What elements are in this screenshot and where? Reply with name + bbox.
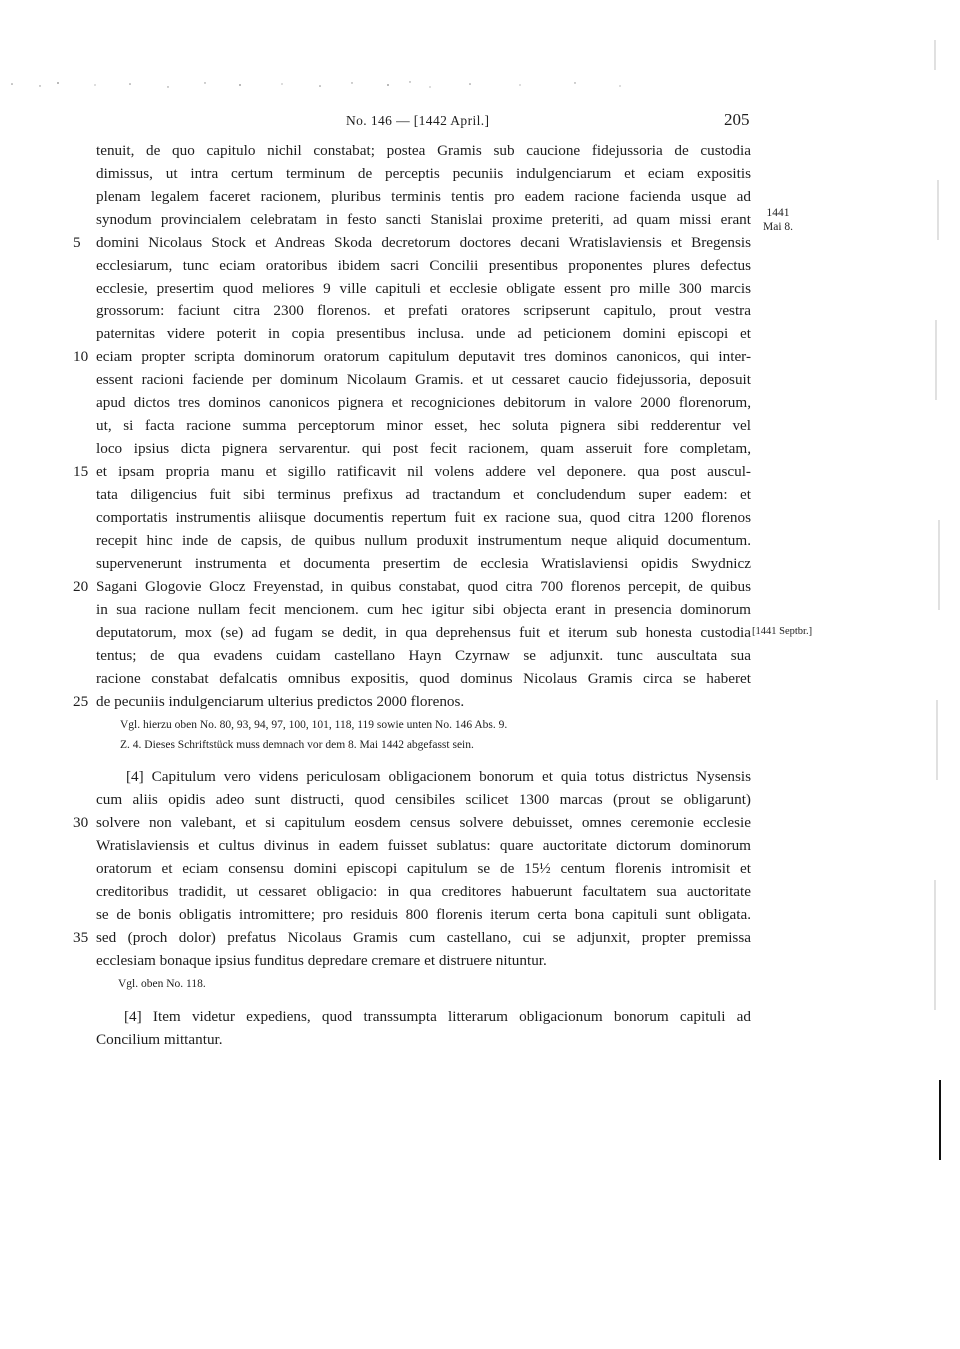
body-line: apud dictos tres dominos canonicos pignera et recogniciones debitorum in valore 2000 florenorum, — [96, 394, 751, 411]
footnote: Z. 4. Dieses Schriftstück muss demnach vor dem 8. Mai 1442 abgefasst sein. — [120, 739, 474, 751]
footnote: Vgl. hierzu oben No. 80, 93, 94, 97, 100, 101, 118, 119 sowie unten No. 146 Abs. 9. — [120, 719, 508, 731]
section2-line: solvere non valebant, et si capitulum eosdem census solvere debuisset, omnes ceremonie ecclesie — [96, 814, 751, 831]
scan-edge-artifact — [932, 0, 942, 1349]
body-line: dimissus, ut intra certum terminum de perceptis pecuniis indulgenciarum et eciam expositis — [96, 165, 751, 182]
line-number: 15 — [73, 463, 89, 480]
section2-line: Wratislaviensis et cultus divinus in eadem fuisset sublatus: quare auctoritate dictorum dominorum — [96, 837, 751, 854]
body-line: plenam legalem faceret racionem, pluribus terminis tentis pro eadem racione facienda usque ad — [96, 188, 751, 205]
footnote: Vgl. oben No. 118. — [118, 978, 206, 990]
section2-line: creditoribus tradidit, ut cessaret obligacio: in qua creditores habuerunt facultatem sua auctoritate — [96, 883, 751, 900]
section3-line: [4] Item videtur expediens, quod transsumpta litterarum obligacionum bonorum capituli ad — [124, 1008, 751, 1025]
body-line: supervenerunt instrumenta et documenta presertim de ecclesia Wratislaviensi opidis Swydnicz — [96, 555, 751, 572]
body-line: paternitas videre poterit in copia presentibus inclusa. unde ad peticionem domini episcopi et — [96, 325, 751, 342]
margin-date-year: 1441 — [766, 207, 790, 219]
section2-line: ecclesiam bonaque ipsius funditus depredare cremare et distruere nituntur. — [96, 952, 547, 969]
section2-line: sed (proch dolor) prefatus Nicolaus Gramis cum castellano, cui se adjunxit, propter premissa — [96, 929, 751, 946]
body-line: tata diligencius fuit sibi terminus prefixus ad tractandum et concludendum super eadem: et — [96, 486, 751, 503]
body-line: ecclesiarum, tunc eciam oratoribus ibidem sacri Concilii presentibus proponentes plures defectus — [96, 257, 751, 274]
body-line: essent racioni faciende per dominum Nicolaum Gramis. et ut cessaret caucio fidejussoria, deposuit — [96, 371, 751, 388]
body-line: tentus; de qua evadens cuidam castellano Hayn Czyrnaw se adjunxit. tunc auscultata sua — [96, 647, 751, 664]
body-line: racione constabat defalcatis omnibus expositis, quod dominus Nicolaus Gramis circa se haberet — [96, 670, 751, 687]
body-line: ecclesie, presertim quod meliores 9 ville capituli et ecclesie obligate essent pro mille 300 marcis — [96, 280, 751, 297]
body-line: de pecuniis indulgenciarum ulterius predictos 2000 florenos. — [96, 693, 465, 710]
header-title: No. 146 — [1442 April.] — [346, 113, 490, 128]
line-number: 35 — [73, 929, 89, 946]
line-number: 10 — [73, 348, 89, 365]
line-number: 5 — [73, 234, 81, 251]
section2-line: cum aliis opidis adeo sunt distructi, quod censibiles scilicet 1300 marcas (prout se obligarunt) — [96, 791, 751, 808]
body-line: eciam propter scripta dominorum oratorum capitulum deputavit tres dominos canonicos, qui inter- — [96, 348, 751, 365]
line-number: 25 — [73, 693, 89, 710]
body-line: comportatis instrumentis aliisque documentis repertum fuit ex racione sua, quod citra 1200 florenos — [96, 509, 751, 526]
section2-line: oratorum et eciam consensu domini episcopi capitulum se de 15½ centum florenis intromisit et — [96, 860, 751, 877]
body-line: recepit hinc inde de capsis, de quibus nullum produxit instrumentum neque aliquid documentum. — [96, 532, 751, 549]
body-line: grossorum: faciunt citra 2300 florenos. et prefati oratores scripserunt capitulo, prout vestra — [96, 302, 751, 319]
body-line: loco ipsius dicta pignera servarentur. qui post fecit racionem, quam asseruit fore completam, — [96, 440, 751, 457]
body-line: tenuit, de quo capitulo nichil constabat; postea Gramis sub caucione fidejussoria de custodia — [96, 142, 751, 159]
page-number: 205 — [724, 110, 750, 129]
margin-date-september: [1441 Septbr.] — [752, 626, 813, 637]
page-header — [0, 110, 960, 135]
section3-line: Concilium mittantur. — [96, 1031, 223, 1048]
line-number: 30 — [73, 814, 89, 831]
body-line: et ipsam propria manu et sigillo ratificavit nil volens addere vel deponere. qua post auscul- — [96, 463, 751, 480]
section2-line: se de bonis obligatis intromittere; pro residuis 800 florenis iterum certa bona capituli sunt obligata. — [96, 906, 751, 923]
body-line: deputatorum, mox (se) ad fugam se dedit, in qua deprehensus fuit et iterum sub honesta custodia — [96, 624, 751, 641]
section2-line: [4] Capitulum vero videns periculosam obligacionem bonorum et quia totus districtus Nysensis — [126, 768, 751, 785]
body-line: domini Nicolaus Stock et Andreas Skoda decretorum doctores decani Wratislaviensis et Bregensis — [96, 234, 751, 251]
body-line: Sagani Glogovie Glocz Freyenstad, in quibus constabat, quod citra 700 florenos percepit, de quibus — [96, 578, 751, 595]
margin-date-day: Mai 8. — [762, 221, 794, 233]
body-line: in sua racione nullam fecit mencionem. cum hec igitur sibi objecta erant in presencia dominorum — [96, 601, 751, 618]
body-line: ut, si facta racione summa perceptorum minor esset, hec soluta pignera sibi redderentur vel — [96, 417, 751, 434]
body-line: synodum provincialem celebratam in festo sancti Stanislai proxime preteriti, ad quam missi erant — [96, 211, 751, 228]
line-number: 20 — [73, 578, 89, 595]
scan-noise-band — [0, 78, 640, 90]
